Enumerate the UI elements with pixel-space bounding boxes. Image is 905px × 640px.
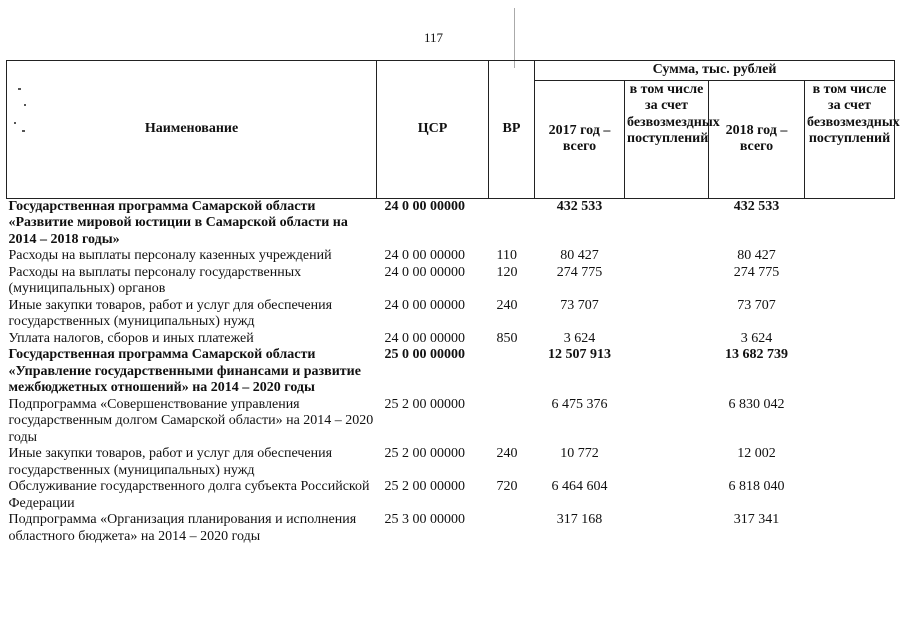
row-csr: 24 0 00 00000	[384, 264, 465, 280]
row-2017-gratuitous	[625, 331, 709, 348]
row-2017-gratuitous	[625, 248, 709, 265]
row-name: Расходы на выплаты персоналу казенных учреждений	[8, 248, 332, 263]
row-2017-total: 10 772	[560, 446, 599, 461]
table-row	[7, 479, 895, 512]
row-2018-total: 6 818 040	[728, 479, 785, 494]
row-name: Государственная программа Самарской области «Управление государственными финансами и развитие межбюджетных отношений» на 2014 – 2020 годы	[8, 347, 361, 395]
row-csr: 25 2 00 00000	[384, 396, 465, 412]
row-2018-gratuitous	[805, 347, 895, 397]
table-row	[7, 347, 895, 397]
table-row	[7, 331, 895, 348]
table-row	[7, 512, 895, 545]
row-2018-gratuitous	[805, 397, 895, 447]
row-vr: 720	[496, 479, 518, 494]
row-vr: 110	[496, 248, 517, 263]
row-name: Расходы на выплаты персоналу государственных (муниципальных) органов	[8, 264, 302, 296]
row-2018-gratuitous	[805, 198, 895, 248]
row-2018-gratuitous	[805, 331, 895, 348]
row-name: Иные закупки товаров, работ и услуг для обеспечения государственных (муниципальных) нужд	[8, 297, 333, 329]
row-2018-gratuitous	[805, 479, 895, 512]
row-vr: 240	[496, 297, 518, 313]
table-row	[7, 446, 895, 479]
table-row	[7, 298, 895, 331]
row-2017-gratuitous	[625, 446, 709, 479]
row-csr: 25 3 00 00000	[384, 512, 465, 527]
row-name: Уплата налогов, сборов и иных платежей	[8, 330, 254, 346]
budget-table	[6, 60, 900, 545]
row-2018-total: 12 002	[737, 446, 776, 461]
row-vr	[489, 512, 535, 545]
row-2017-total: 3 624	[563, 330, 596, 346]
col-header-name: Наименование	[7, 61, 377, 199]
row-2017-total: 317 168	[556, 512, 603, 527]
table-row	[7, 265, 895, 298]
row-2017-total: 6 464 604	[551, 479, 608, 494]
col-header-csr: ЦСР	[377, 61, 489, 199]
row-2018-total: 13 682 739	[725, 347, 788, 362]
row-csr: 25 0 00 00000	[384, 347, 465, 362]
row-2018-gratuitous	[805, 446, 895, 479]
row-2017-gratuitous	[625, 198, 709, 248]
col-header-sum-group: Сумма, тыс. рублей	[535, 61, 895, 81]
scan-artifact	[514, 8, 515, 68]
row-2017-total: 12 507 913	[548, 347, 611, 362]
row-2018-gratuitous	[805, 512, 895, 545]
col-header-2018-gratuitous: в том числе за счет безвозмездных поступлений	[805, 80, 895, 198]
row-name: Обслуживание государственного долга субъекта Российской Федерации	[8, 479, 370, 511]
row-2017-total: 274 775	[556, 264, 603, 280]
col-header-2018-total: 2018 год – всего	[709, 80, 805, 198]
row-2018-total: 432 533	[733, 198, 780, 214]
row-csr: 24 0 00 00000	[384, 248, 465, 263]
row-2018-total: 73 707	[737, 297, 776, 313]
row-name: Подпрограмма «Совершенствование управления государственным долгом Самарской области» на 2014 – 2020 годы	[8, 396, 374, 445]
row-csr: 25 2 00 00000	[384, 446, 465, 461]
row-vr	[489, 397, 535, 447]
row-2017-gratuitous	[625, 298, 709, 331]
row-2017-gratuitous	[625, 479, 709, 512]
row-vr	[489, 347, 535, 397]
table-row	[7, 198, 895, 248]
row-csr: 24 0 00 00000	[384, 297, 465, 313]
row-2017-total: 6 475 376	[551, 396, 608, 412]
col-header-2017-gratuitous: в том числе за счет безвозмездных поступлений	[625, 80, 709, 198]
row-vr	[489, 198, 535, 248]
row-csr: 25 2 00 00000	[384, 479, 465, 494]
col-header-2017-total: 2017 год – всего	[535, 80, 625, 198]
table-row	[7, 397, 895, 447]
row-csr: 24 0 00 00000	[384, 198, 465, 214]
row-2017-gratuitous	[625, 265, 709, 298]
row-2018-total: 80 427	[737, 248, 776, 263]
row-2018-gratuitous	[805, 265, 895, 298]
col-header-vr: ВР	[489, 61, 535, 199]
row-2018-total: 6 830 042	[728, 396, 785, 412]
page-number: 117	[424, 30, 444, 45]
row-name: Иные закупки товаров, работ и услуг для обеспечения государственных (муниципальных) нужд	[8, 446, 333, 478]
row-vr: 240	[496, 446, 518, 461]
table-row	[7, 248, 895, 265]
row-2017-total: 432 533	[556, 198, 603, 214]
row-2018-gratuitous	[805, 298, 895, 331]
row-vr: 120	[496, 264, 518, 280]
row-2018-total: 274 775	[733, 264, 780, 280]
row-2017-gratuitous	[625, 347, 709, 397]
row-2018-gratuitous	[805, 248, 895, 265]
row-vr: 850	[496, 330, 518, 346]
row-2018-total: 3 624	[740, 330, 773, 346]
row-2017-total: 73 707	[560, 297, 599, 313]
row-csr: 24 0 00 00000	[384, 330, 465, 346]
row-2017-gratuitous	[625, 512, 709, 545]
row-2017-total: 80 427	[560, 248, 599, 263]
row-name: Государственная программа Самарской области «Развитие мировой юстиции в Самарской области на 2014 – 2018 годы»	[8, 198, 348, 247]
row-name: Подпрограмма «Организация планирования и исполнения областного бюджета» на 2014 – 2020 годы	[8, 512, 357, 544]
row-2018-total: 317 341	[733, 512, 780, 527]
row-2017-gratuitous	[625, 397, 709, 447]
